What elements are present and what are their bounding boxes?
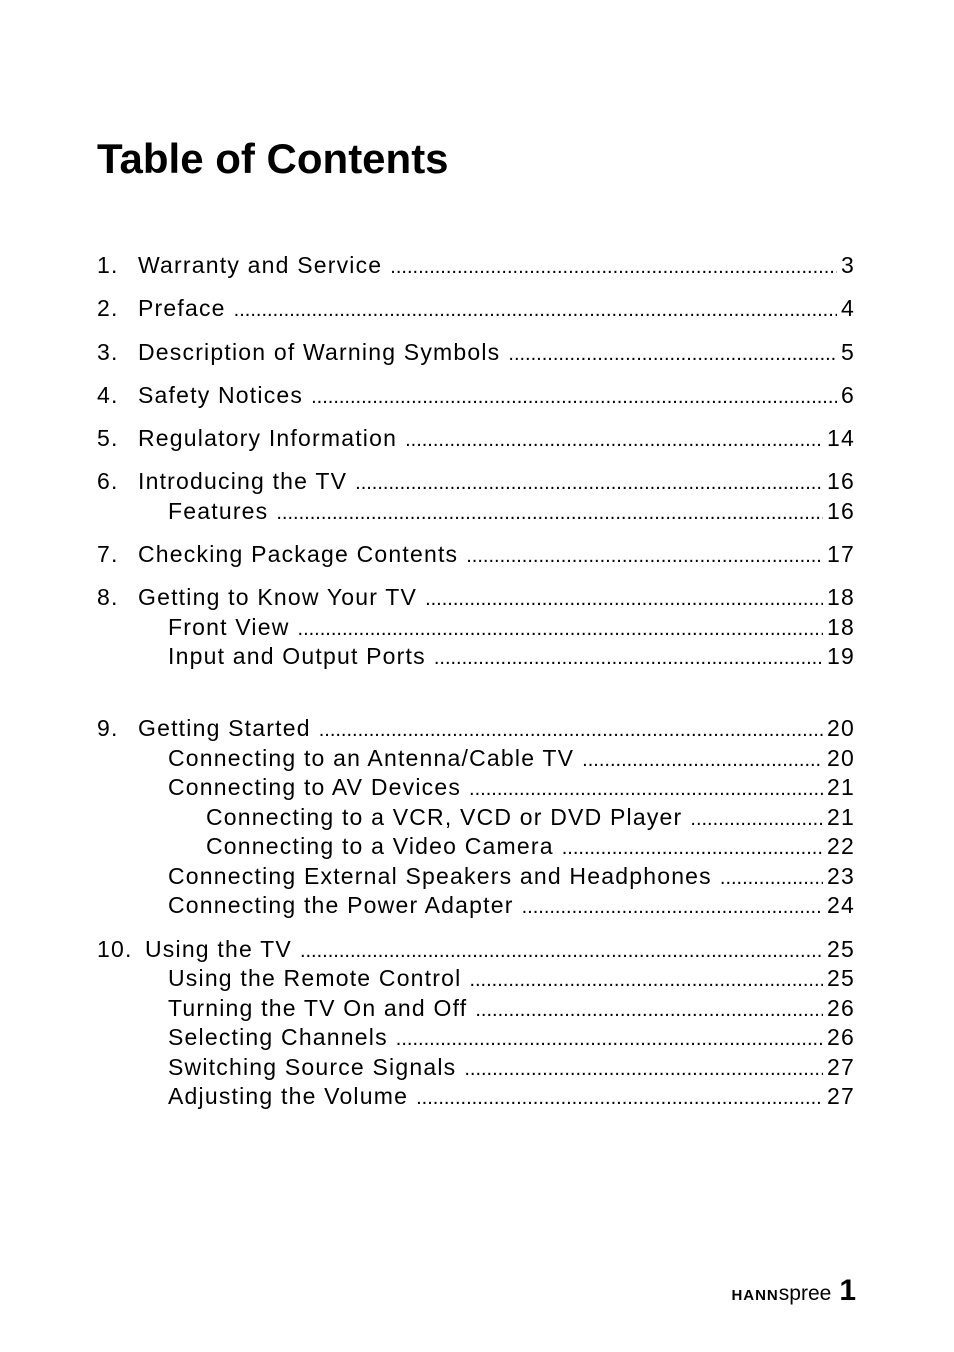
toc-page: 14 bbox=[827, 425, 855, 451]
toc-leader bbox=[475, 995, 823, 1025]
toc-title: Using the TV bbox=[145, 936, 292, 962]
toc-subentry[interactable] bbox=[97, 743, 855, 773]
toc-number: 9. bbox=[97, 715, 119, 741]
toc-subentry[interactable] bbox=[97, 963, 855, 993]
toc-title: Connecting to a VCR, VCD or DVD Player bbox=[206, 804, 683, 830]
brand-logo-bold: HANN bbox=[731, 1287, 779, 1304]
page-number: 1 bbox=[839, 1274, 856, 1307]
toc-page: 16 bbox=[827, 468, 855, 494]
toc-title: Connecting External Speakers and Headphones bbox=[168, 863, 712, 889]
toc-subsubentry[interactable] bbox=[97, 831, 855, 861]
toc-subentry[interactable] bbox=[97, 1022, 855, 1052]
toc-entry[interactable] bbox=[97, 293, 855, 323]
toc-title: Features bbox=[168, 498, 269, 524]
toc-page: 20 bbox=[827, 745, 855, 771]
toc-leader bbox=[319, 715, 823, 745]
toc-leader bbox=[298, 614, 824, 644]
toc-subentry[interactable] bbox=[97, 861, 855, 891]
brand-logo-light: spree bbox=[778, 1282, 832, 1305]
toc-page: 21 bbox=[827, 774, 855, 800]
toc-leader bbox=[562, 833, 823, 863]
toc-title: Input and Output Ports bbox=[168, 643, 426, 669]
page-footer bbox=[731, 1274, 856, 1306]
toc-page: 5 bbox=[841, 339, 855, 365]
toc-leader bbox=[396, 1024, 823, 1054]
toc-title: Checking Package Contents bbox=[138, 541, 459, 567]
toc-subentry[interactable] bbox=[97, 641, 855, 671]
toc-leader bbox=[425, 584, 823, 614]
toc-entry[interactable] bbox=[97, 337, 855, 367]
toc-page: 6 bbox=[841, 382, 855, 408]
toc-leader bbox=[690, 804, 823, 834]
toc-subentry[interactable] bbox=[97, 772, 855, 802]
toc-page: 20 bbox=[827, 715, 855, 741]
toc-page: 27 bbox=[827, 1054, 855, 1080]
toc-title: Getting to Know Your TV bbox=[138, 584, 418, 610]
toc-entry[interactable] bbox=[97, 380, 855, 410]
toc-page: 27 bbox=[827, 1083, 855, 1109]
toc-subentry[interactable] bbox=[97, 496, 855, 526]
toc-number: 8. bbox=[97, 584, 119, 610]
toc-title: Connecting to a Video Camera bbox=[206, 833, 554, 859]
toc-title: Description of Warning Symbols bbox=[138, 339, 501, 365]
toc-page: 23 bbox=[827, 863, 855, 889]
toc-leader bbox=[466, 541, 823, 571]
toc-page: 25 bbox=[827, 936, 855, 962]
toc-leader bbox=[416, 1083, 823, 1113]
toc-title: Connecting the Power Adapter bbox=[168, 892, 514, 918]
toc-leader bbox=[582, 745, 823, 775]
toc-leader bbox=[469, 774, 823, 804]
toc-entry[interactable] bbox=[97, 934, 855, 964]
toc-number: 3. bbox=[97, 339, 119, 365]
toc-leader bbox=[434, 643, 823, 673]
toc-entry[interactable] bbox=[97, 713, 855, 743]
toc-number: 4. bbox=[97, 382, 119, 408]
toc-subentry[interactable] bbox=[97, 1081, 855, 1111]
toc-title: Safety Notices bbox=[138, 382, 304, 408]
toc-leader bbox=[234, 295, 837, 325]
toc-leader bbox=[720, 863, 823, 893]
toc-leader bbox=[311, 382, 837, 412]
toc-number: 2. bbox=[97, 295, 119, 321]
toc-page: 16 bbox=[827, 498, 855, 524]
toc-title: Introducing the TV bbox=[138, 468, 348, 494]
toc-page: 4 bbox=[841, 295, 855, 321]
toc-entry[interactable] bbox=[97, 423, 855, 453]
toc-entry[interactable] bbox=[97, 582, 855, 612]
toc-title: Switching Source Signals bbox=[168, 1054, 457, 1080]
toc-leader bbox=[390, 252, 837, 282]
toc-page: 18 bbox=[827, 584, 855, 610]
toc-page: 25 bbox=[827, 965, 855, 991]
toc-title: Getting Started bbox=[138, 715, 311, 741]
toc-title: Selecting Channels bbox=[168, 1024, 388, 1050]
toc-page: 3 bbox=[841, 252, 855, 278]
toc-entry[interactable] bbox=[97, 250, 855, 280]
toc-title: Adjusting the Volume bbox=[168, 1083, 409, 1109]
toc-page: 26 bbox=[827, 995, 855, 1021]
toc-page: 26 bbox=[827, 1024, 855, 1050]
toc-title: Using the Remote Control bbox=[168, 965, 462, 991]
toc-page: 17 bbox=[827, 541, 855, 567]
toc-leader bbox=[276, 498, 823, 528]
toc-subentry[interactable] bbox=[97, 612, 855, 642]
toc-subsubentry[interactable] bbox=[97, 802, 855, 832]
toc-leader bbox=[405, 425, 823, 455]
toc-leader bbox=[469, 965, 823, 995]
toc-number: 1. bbox=[97, 252, 119, 278]
toc-entry[interactable] bbox=[97, 466, 855, 496]
toc-number: 7. bbox=[97, 541, 119, 567]
toc-page: 21 bbox=[827, 804, 855, 830]
toc-leader bbox=[300, 936, 823, 966]
page-title: Table of Contents bbox=[97, 135, 449, 182]
toc-title: Front View bbox=[168, 614, 290, 640]
toc-title: Preface bbox=[138, 295, 226, 321]
toc-leader bbox=[508, 339, 837, 369]
toc-subentry[interactable] bbox=[97, 993, 855, 1023]
toc-subentry[interactable] bbox=[97, 890, 855, 920]
toc-leader bbox=[522, 892, 823, 922]
toc-page: 19 bbox=[827, 643, 855, 669]
toc-page: 18 bbox=[827, 614, 855, 640]
toc-title: Turning the TV On and Off bbox=[168, 995, 468, 1021]
toc-subentry[interactable] bbox=[97, 1052, 855, 1082]
toc-page: 22 bbox=[827, 833, 855, 859]
toc-number: 10. bbox=[97, 936, 133, 962]
toc-number: 6. bbox=[97, 468, 119, 494]
toc-entry[interactable] bbox=[97, 539, 855, 569]
toc-page: 24 bbox=[827, 892, 855, 918]
toc-title: Connecting to AV Devices bbox=[168, 774, 462, 800]
toc-title: Regulatory Information bbox=[138, 425, 398, 451]
toc-leader bbox=[355, 468, 823, 498]
toc-number: 5. bbox=[97, 425, 119, 451]
toc-title: Warranty and Service bbox=[138, 252, 383, 278]
toc-leader bbox=[464, 1054, 823, 1084]
toc-title: Connecting to an Antenna/Cable TV bbox=[168, 745, 575, 771]
